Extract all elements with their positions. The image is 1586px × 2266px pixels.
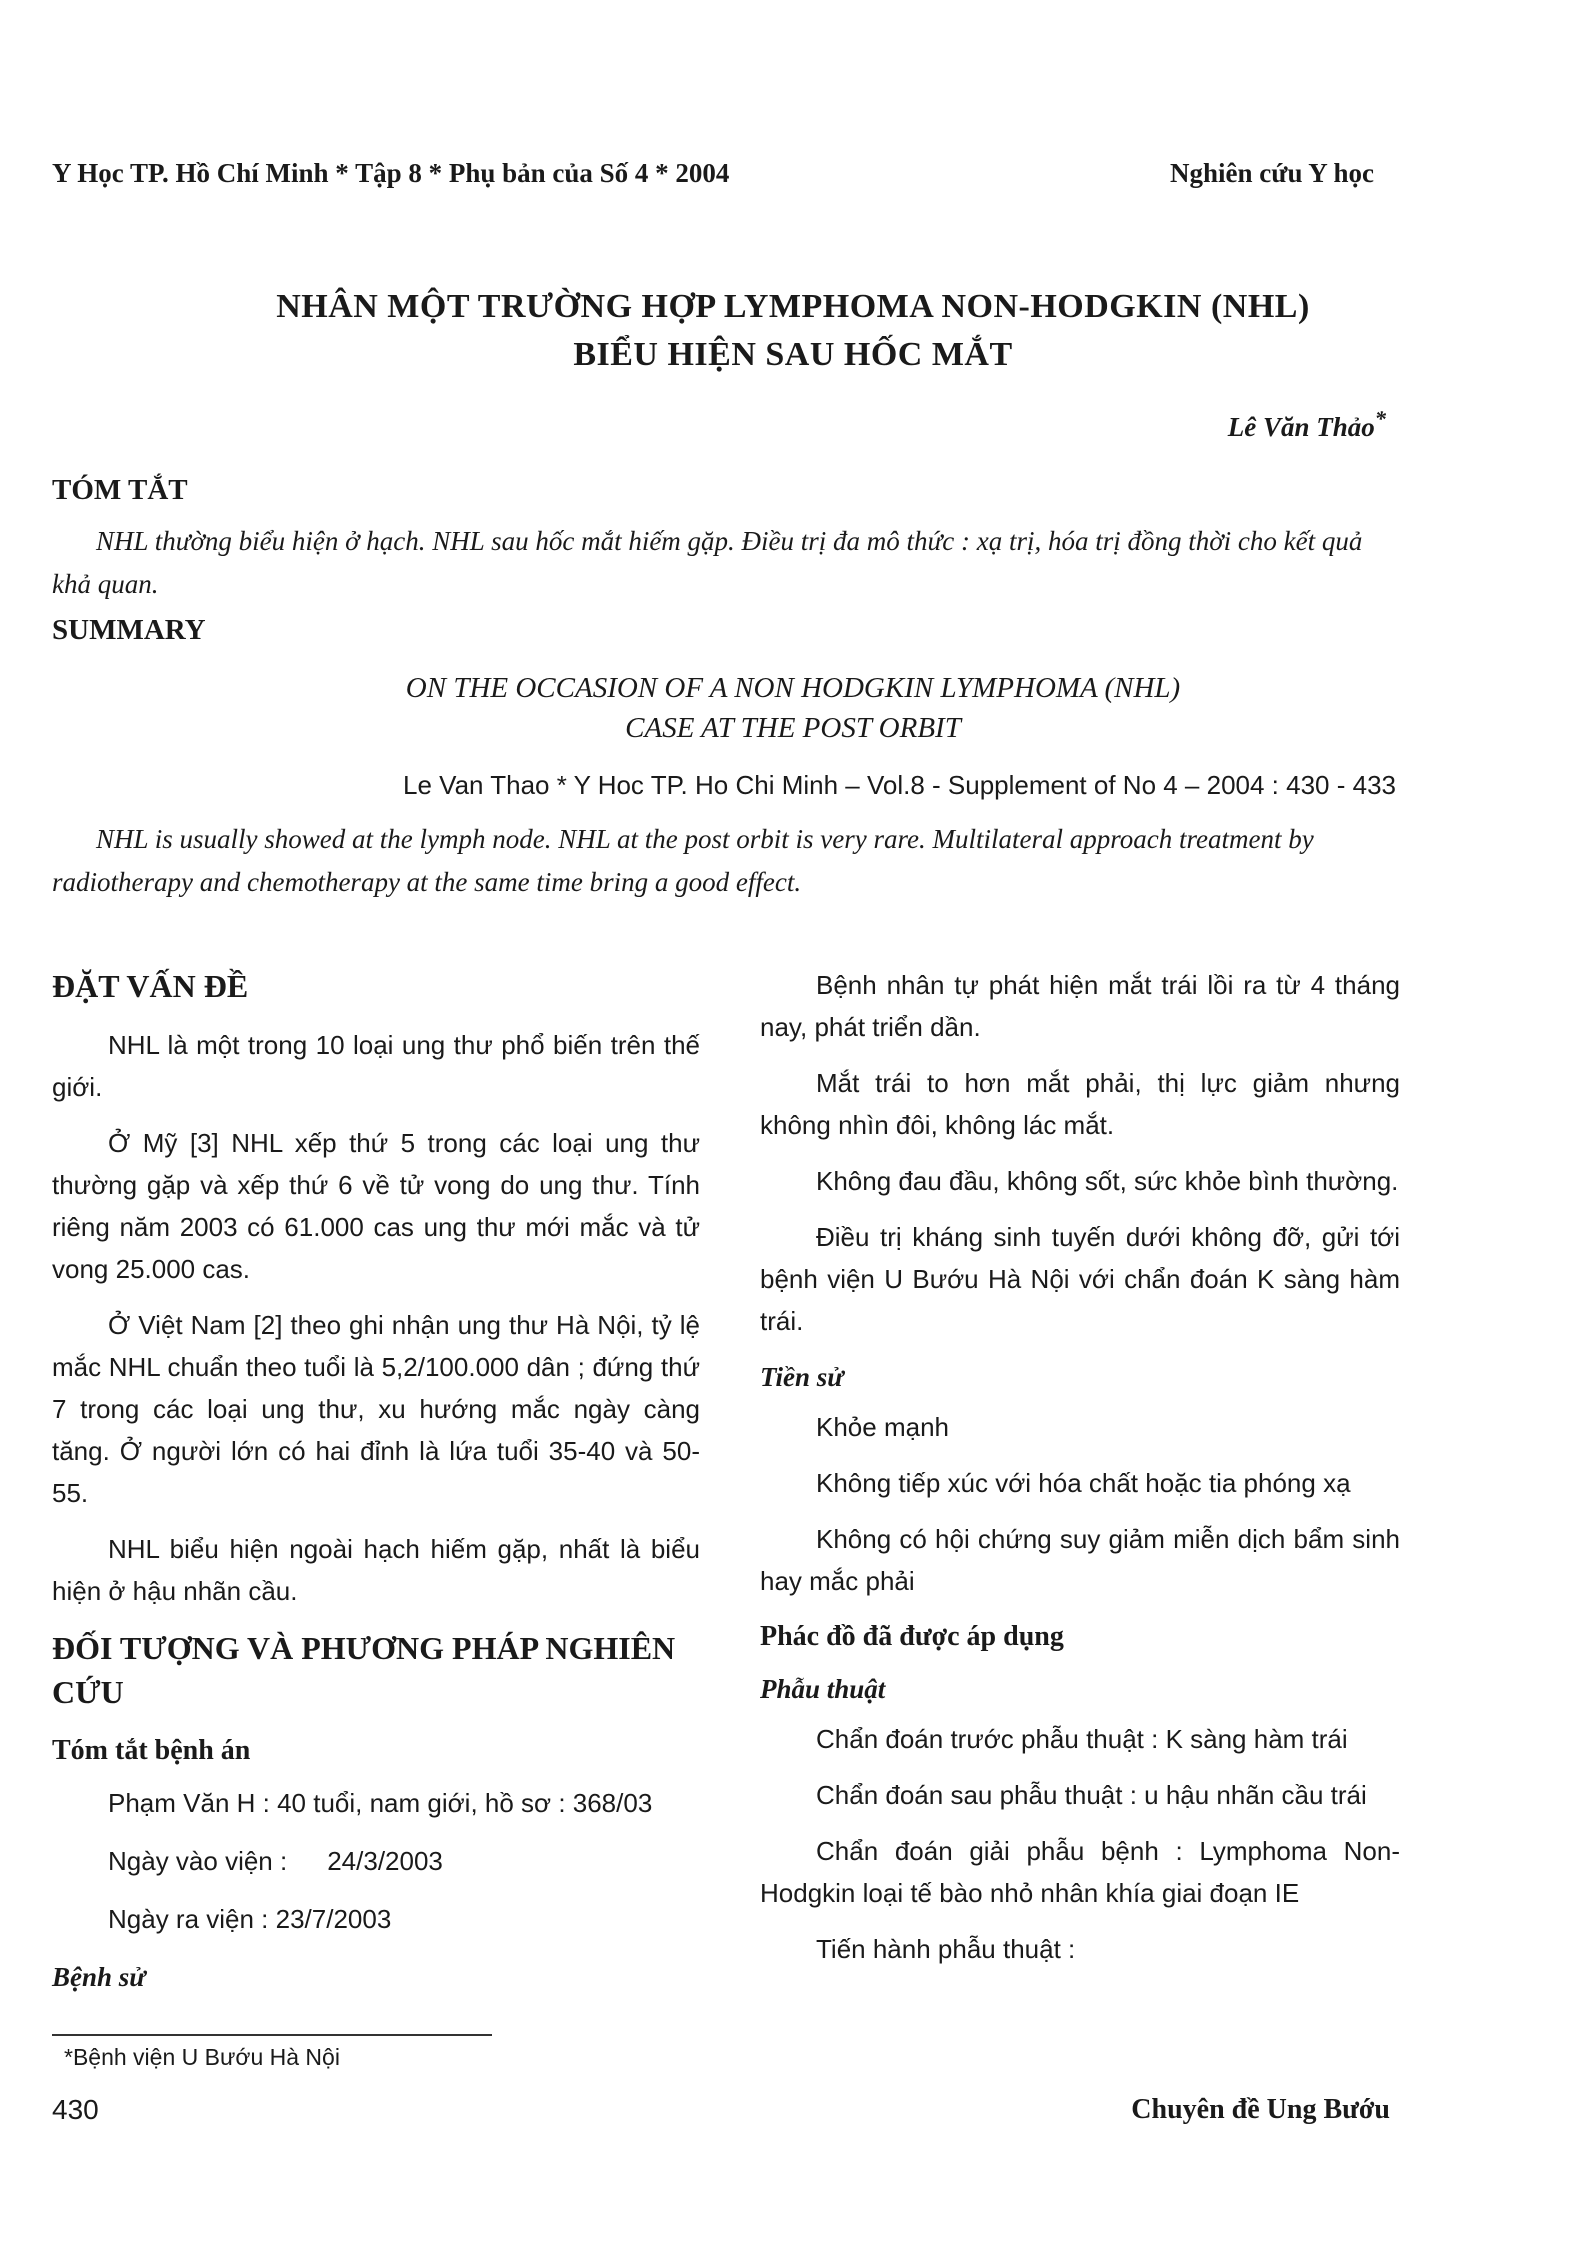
right-column	[760, 964, 1400, 1984]
abstract-heading-en: SUMMARY	[52, 614, 206, 646]
author-affiliation-footnote: *Bệnh viện U Bướu Hà Nội	[64, 2044, 340, 2070]
author-byline	[1228, 406, 1386, 443]
patient-info: Phạm Văn H : 40 tuổi, nam giới, hồ sơ : 368/03	[108, 1788, 653, 1818]
discharge-date: Ngày ra viện : 23/7/2003	[108, 1904, 392, 1934]
admission-date: 24/3/2003	[327, 1846, 443, 1876]
left-column	[52, 964, 700, 2006]
intro-paragraph-4: NHL biểu hiện ngoài hạch hiếm gặp, nhất là biểu hiện ở hậu nhãn cầu.	[52, 1534, 700, 1606]
article-title-line-1: NHÂN MỘT TRƯỜNG HỢP LYMPHOMA NON-HODGKIN (NHL)	[276, 288, 1310, 325]
footer-section-title: Chuyên đề Ung Bướu	[1131, 2094, 1390, 2125]
abstract-body-en: NHL is usually showed at the lymph node. NHL at the post orbit is very rare. Multilateral approach treatment by radiotherapy and chemotherapy at the same time bring a good effect.	[52, 824, 1314, 897]
intro-paragraph-1: NHL là một trong 10 loại ung thư phổ biến trên thế giới.	[52, 1030, 700, 1102]
intro-paragraph-2: Ở Mỹ [3] NHL xếp thứ 5 trong các loại ung thư thường gặp và xếp thứ 6 về tử vong do ung thư. Tính riêng năm 2003 có 61.000 cas ung thư mới mắc và tử vong 25.000 cas.	[52, 1128, 700, 1284]
section-heading-introduction: ĐẶT VẤN ĐỀ	[52, 968, 249, 1004]
footnote-divider	[52, 2034, 492, 2036]
history-paragraph-2: Mắt trái to hơn mắt phải, thị lực giảm nhưng không nhìn đôi, không lác mắt.	[760, 1068, 1400, 1140]
subheading-case-summary: Tóm tắt bệnh án	[52, 1735, 251, 1766]
running-header-section: Nghiên cứu Y học	[1170, 158, 1374, 188]
subheading-past-history: Tiền sử	[760, 1362, 844, 1392]
past-history-item-1: Khỏe mạnh	[816, 1412, 949, 1442]
subheading-surgery: Phẫu thuật	[760, 1674, 886, 1704]
history-paragraph-1: Bệnh nhân tự phát hiện mắt trái lồi ra từ 4 tháng nay, phát triển dần.	[760, 970, 1400, 1042]
surgery-item-3: Chẩn đoán giải phẫu bệnh : Lymphoma Non-Hodgkin loại tế bào nhỏ nhân khía giai đoạn IE	[760, 1836, 1400, 1908]
history-paragraph-4: Điều trị kháng sinh tuyến dưới không đỡ, gửi tới bệnh viện U Bướu Hà Nội với chẩn đoán K sàng hàm trái.	[760, 1222, 1400, 1336]
english-title-line-1: ON THE OCCASION OF A NON HODGKIN LYMPHOMA (NHL)	[405, 672, 1181, 704]
subheading-treatment-protocol: Phác đồ đã được áp dụng	[760, 1621, 1064, 1652]
citation-line: Le Van Thao * Y Hoc TP. Ho Chi Minh – Vol.8 - Supplement of No 4 – 2004 : 430 - 433	[403, 770, 1396, 800]
admission-date-row	[52, 1840, 700, 1882]
surgery-item-2: Chẩn đoán sau phẫu thuật : u hậu nhãn cầu trái	[816, 1780, 1367, 1810]
subheading-history: Bệnh sử	[52, 1962, 146, 1992]
section-heading-methods: ĐỐI TƯỢNG VÀ PHƯƠNG PHÁP NGHIÊN CỨU	[52, 1630, 676, 1710]
surgery-item-4: Tiến hành phẫu thuật :	[816, 1934, 1076, 1964]
running-header-journal: Y Học TP. Hồ Chí Minh * Tập 8 * Phụ bản của Số 4 * 2004	[52, 158, 730, 188]
page-number: 430	[52, 2094, 99, 2125]
author-name: Lê Văn Thảo	[1227, 412, 1375, 442]
admission-label: Ngày vào viện :	[108, 1846, 288, 1876]
article-title-line-2: BIỂU HIỆN SAU HỐC MẮT	[573, 336, 1013, 373]
intro-paragraph-3: Ở Việt Nam [2] theo ghi nhận ung thư Hà Nội, tỷ lệ mắc NHL chuẩn theo tuổi là 5,2/100.000 dân ; đứng thứ 7 trong các loại ung thư, xu hướng mắc ngày càng tăng. Ở người lớn có hai đỉnh là lứa tuổi 35-40 và 50-55.	[52, 1310, 700, 1508]
past-history-item-2: Không tiếp xúc với hóa chất hoặc tia phóng xạ	[816, 1468, 1351, 1498]
history-paragraph-3: Không đau đầu, không sốt, sức khỏe bình thường.	[816, 1166, 1399, 1196]
abstract-body-vi: NHL thường biểu hiện ở hạch. NHL sau hốc mắt hiếm gặp. Điều trị đa mô thức : xạ trị, hóa trị đồng thời cho kết quả khả quan.	[52, 526, 1363, 599]
surgery-item-1: Chẩn đoán trước phẫu thuật : K sàng hàm trái	[816, 1724, 1348, 1754]
abstract-heading-vi: TÓM TẮT	[52, 474, 188, 506]
english-title-line-2: CASE AT THE POST ORBIT	[625, 712, 961, 744]
author-footnote-mark: *	[1374, 406, 1386, 431]
past-history-item-3: Không có hội chứng suy giảm miễn dịch bẩm sinh hay mắc phải	[760, 1524, 1400, 1596]
